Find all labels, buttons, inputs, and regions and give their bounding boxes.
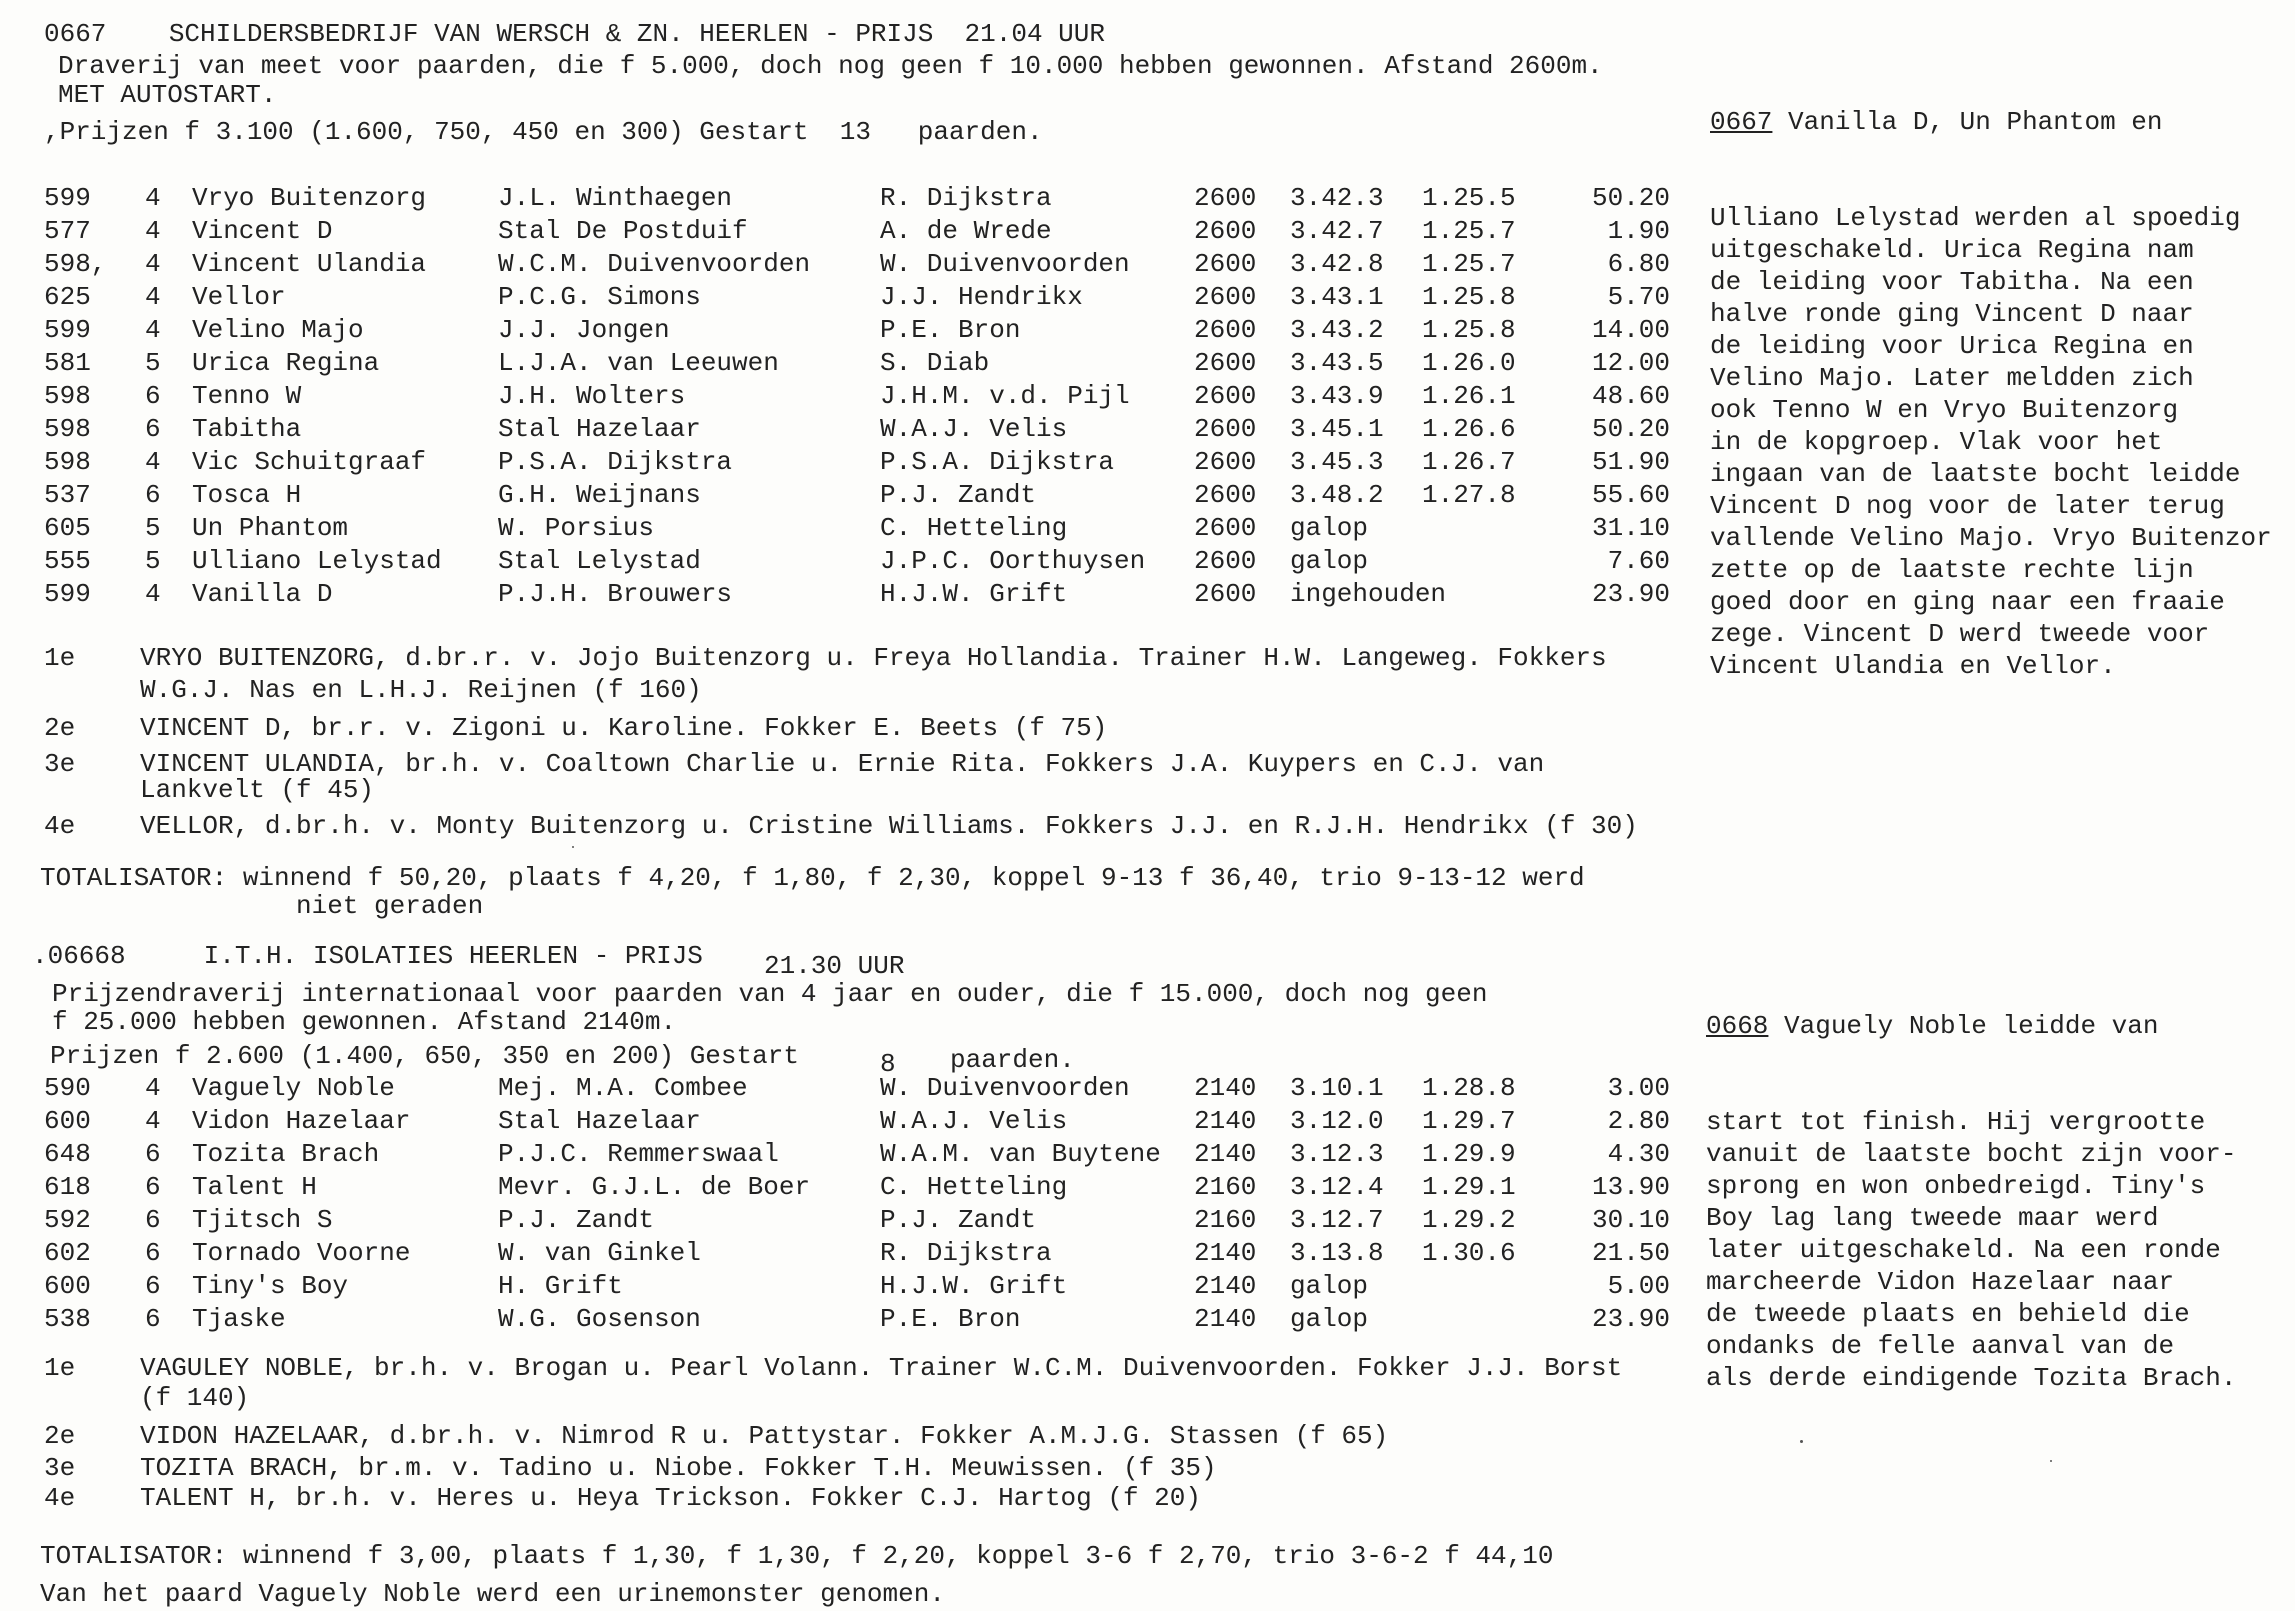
report-line: Vincent D nog voor de later terug	[1710, 491, 2225, 521]
cell-dist: 2600	[1194, 546, 1257, 576]
cell-owner: W. Porsius	[498, 513, 655, 543]
table-row	[0, 314, 1700, 346]
cell-driver: S. Diab	[880, 348, 990, 378]
report-line: Boy lag lang tweede maar werd	[1706, 1203, 2159, 1233]
report-line: later uitgeschakeld. Na een ronde	[1706, 1235, 2221, 1265]
cell-name: Tjitsch S	[192, 1205, 333, 1235]
placing-label: 2e	[44, 713, 76, 743]
placing-label: 2e	[44, 1421, 76, 1451]
placing-text: Lankvelt (f 45)	[140, 775, 375, 805]
cell-driver: P.E. Bron	[880, 315, 1021, 345]
cell-owner: Stal Lelystad	[498, 546, 701, 576]
cell-odds: 4.30	[1607, 1139, 1670, 1169]
cell-time: 3.43.1	[1290, 282, 1384, 312]
cell-age: 6	[145, 1271, 161, 1301]
race1-description-1: Draverij van meet voor paarden, die f 5.000, doch nog geen f 10.000 hebben gewonnen. Afstand 2600m.	[58, 51, 1603, 81]
cell-time: 3.12.4	[1290, 1172, 1384, 1202]
cell-km: 1.29.7	[1422, 1106, 1516, 1136]
cell-name: Vincent D	[192, 216, 333, 246]
table-row	[0, 215, 1700, 247]
cell-owner: L.J.A. van Leeuwen	[498, 348, 779, 378]
cell-dist: 2600	[1194, 282, 1257, 312]
cell-owner: W.G. Gosenson	[498, 1304, 701, 1334]
cell-driver: J.J. Hendrikx	[880, 282, 1083, 312]
cell-time: 3.10.1	[1290, 1073, 1384, 1103]
cell-name: Tjaske	[192, 1304, 286, 1334]
cell-age: 5	[145, 348, 161, 378]
cell-name: Vaguely Noble	[192, 1073, 395, 1103]
table-row	[0, 248, 1700, 280]
cell-km: 1.25.8	[1422, 315, 1516, 345]
cell-odds: 21.50	[1591, 1238, 1670, 1268]
table-row	[0, 347, 1700, 379]
placing-label: 1e	[44, 643, 76, 673]
report-line: halve ronde ging Vincent D naar	[1710, 299, 2194, 329]
cell-odds: 51.90	[1591, 447, 1670, 477]
cell-num: 600	[44, 1106, 91, 1136]
placing-text: VELLOR, d.br.h. v. Monty Buitenzorg u. Cristine Williams. Fokkers J.J. en R.J.H. Hendrikx (f 30)	[140, 811, 1638, 841]
cell-time: galop	[1290, 546, 1369, 576]
cell-km: 1.25.8	[1422, 282, 1516, 312]
cell-odds: 7.60	[1607, 546, 1670, 576]
cell-time: 3.42.8	[1290, 249, 1384, 279]
cell-owner: P.J. Zandt	[498, 1205, 655, 1235]
report-line: zege. Vincent D werd tweede voor	[1710, 619, 2210, 649]
cell-name: Vidon Hazelaar	[192, 1106, 411, 1136]
cell-time: 3.12.7	[1290, 1205, 1384, 1235]
table-row	[0, 182, 1700, 214]
cell-odds: 14.00	[1591, 315, 1670, 345]
cell-dist: 2600	[1194, 249, 1257, 279]
race2-prizes: Prijzen f 2.600 (1.400, 650, 350 en 200) Gestart	[50, 1041, 799, 1071]
cell-owner: J.J. Jongen	[498, 315, 670, 345]
cell-dist: 2140	[1194, 1271, 1257, 1301]
cell-dist: 2600	[1194, 315, 1257, 345]
race1-header: 0667 SCHILDERSBEDRIJF VAN WERSCH & ZN. HEERLEN - PRIJS 21.04 UUR	[44, 19, 1105, 49]
placing-label: 1e	[44, 1353, 76, 1383]
cell-name: Vanilla D	[192, 579, 333, 609]
scan-speck	[572, 846, 574, 848]
table-row	[0, 1270, 1700, 1302]
cell-time: ingehouden	[1290, 579, 1447, 609]
cell-time: 3.45.1	[1290, 414, 1384, 444]
cell-owner: H. Grift	[498, 1271, 623, 1301]
cell-age: 5	[145, 513, 161, 543]
report-line: marcheerde Vidon Hazelaar naar	[1706, 1267, 2175, 1297]
cell-dist: 2600	[1194, 447, 1257, 477]
cell-num: 577	[44, 216, 91, 246]
cell-time: 3.43.5	[1290, 348, 1384, 378]
cell-dist: 2600	[1194, 183, 1257, 213]
cell-age: 4	[145, 1073, 161, 1103]
cell-num: 538	[44, 1304, 91, 1334]
cell-driver: C. Hetteling	[880, 513, 1068, 543]
cell-num: 602	[44, 1238, 91, 1268]
cell-name: Tabitha	[192, 414, 302, 444]
cell-driver: C. Hetteling	[880, 1172, 1068, 1202]
cell-num: 555	[44, 546, 91, 576]
cell-driver: W.A.J. Velis	[880, 414, 1068, 444]
table-row	[0, 578, 1700, 610]
table-row	[0, 1303, 1700, 1335]
report-line: sprong en won onbedreigd. Tiny's	[1706, 1171, 2206, 1201]
race1-report-first-line: Vanilla D, Un Phantom en	[1772, 107, 2163, 137]
cell-age: 4	[145, 1106, 161, 1136]
cell-time: 3.42.3	[1290, 183, 1384, 213]
cell-name: Un Phantom	[192, 513, 349, 543]
cell-driver: H.J.W. Grift	[880, 1271, 1068, 1301]
cell-dist: 2140	[1194, 1238, 1257, 1268]
cell-name: Vic Schuitgraaf	[192, 447, 427, 477]
table-row	[0, 446, 1700, 478]
placing-text: VIDON HAZELAAR, d.br.h. v. Nimrod R u. Pattystar. Fokker A.M.J.G. Stassen (f 65)	[140, 1421, 1389, 1451]
table-row	[0, 545, 1700, 577]
table-row	[0, 1138, 1700, 1170]
cell-odds: 48.60	[1591, 381, 1670, 411]
cell-odds: 1.90	[1607, 216, 1670, 246]
placing-label: 3e	[44, 1453, 76, 1483]
race2-note: Van het paard Vaguely Noble werd een urinemonster genomen.	[40, 1579, 945, 1609]
cell-time: 3.45.3	[1290, 447, 1384, 477]
cell-driver: J.H.M. v.d. Pijl	[880, 381, 1130, 411]
cell-km: 1.26.1	[1422, 381, 1516, 411]
cell-km: 1.30.6	[1422, 1238, 1516, 1268]
cell-owner: Stal Hazelaar	[498, 414, 701, 444]
cell-odds: 50.20	[1591, 183, 1670, 213]
cell-name: Tiny's Boy	[192, 1271, 349, 1301]
cell-num: 581	[44, 348, 91, 378]
race1-prizes: ,Prijzen f 3.100 (1.600, 750, 450 en 300) Gestart 13 paarden.	[44, 117, 1043, 147]
report-line: vallende Velino Majo. Vryo Buitenzor	[1710, 523, 2272, 553]
cell-num: 600	[44, 1271, 91, 1301]
report-line: de leiding voor Tabitha. Na een	[1710, 267, 2194, 297]
cell-name: Vellor	[192, 282, 286, 312]
table-row	[0, 1237, 1700, 1269]
cell-dist: 2160	[1194, 1172, 1257, 1202]
cell-odds: 23.90	[1591, 1304, 1670, 1334]
table-row	[0, 1105, 1700, 1137]
cell-age: 6	[145, 1304, 161, 1334]
report-line: als derde eindigende Tozita Brach.	[1706, 1363, 2237, 1393]
cell-km: 1.25.7	[1422, 216, 1516, 246]
race2-report-first-line: Vaguely Noble leidde van	[1768, 1011, 2159, 1041]
report-line: de tweede plaats en behield die	[1706, 1299, 2190, 1329]
placing-text: VRYO BUITENZORG, d.br.r. v. Jojo Buitenzorg u. Freya Hollandia. Trainer H.W. Langeweg. Fokkers	[140, 643, 1607, 673]
cell-name: Tornado Voorne	[192, 1238, 411, 1268]
cell-driver: R. Dijkstra	[880, 1238, 1052, 1268]
cell-dist: 2600	[1194, 414, 1257, 444]
cell-odds: 12.00	[1591, 348, 1670, 378]
report-line: in de kopgroep. Vlak voor het	[1710, 427, 2163, 457]
placing-text: TALENT H, br.h. v. Heres u. Heya Trickson. Fokker C.J. Hartog (f 20)	[140, 1483, 1201, 1513]
cell-num: 625	[44, 282, 91, 312]
report-line: zette op de laatste rechte lijn	[1710, 555, 2194, 585]
report-line: ook Tenno W en Vryo Buitenzorg	[1710, 395, 2179, 425]
placing-text: (f 140)	[140, 1383, 250, 1413]
cell-age: 4	[145, 249, 161, 279]
report-line: de leiding voor Urica Regina en	[1710, 331, 2194, 361]
report-line: uitgeschakeld. Urica Regina nam	[1710, 235, 2194, 265]
cell-num: 598	[44, 447, 91, 477]
cell-odds: 3.00	[1607, 1073, 1670, 1103]
cell-km: 1.26.6	[1422, 414, 1516, 444]
cell-owner: J.L. Winthaegen	[498, 183, 733, 213]
cell-time: 3.12.0	[1290, 1106, 1384, 1136]
cell-dist: 2160	[1194, 1205, 1257, 1235]
cell-num: 592	[44, 1205, 91, 1235]
cell-dist: 2600	[1194, 579, 1257, 609]
report-line: Velino Majo. Later meldden zich	[1710, 363, 2194, 393]
cell-dist: 2600	[1194, 381, 1257, 411]
race1-description-2: MET AUTOSTART.	[58, 80, 277, 110]
cell-odds: 23.90	[1591, 579, 1670, 609]
table-row	[0, 1072, 1700, 1104]
cell-owner: P.S.A. Dijkstra	[498, 447, 733, 477]
cell-dist: 2600	[1194, 513, 1257, 543]
cell-odds: 31.10	[1591, 513, 1670, 543]
table-row	[0, 1171, 1700, 1203]
cell-name: Vincent Ulandia	[192, 249, 427, 279]
race2-description-1: Prijzendraverij internationaal voor paarden van 4 jaar en ouder, die f 15.000, doch nog geen	[52, 979, 1488, 1009]
cell-owner: Stal Hazelaar	[498, 1106, 701, 1136]
cell-odds: 13.90	[1591, 1172, 1670, 1202]
cell-num: 599	[44, 183, 91, 213]
cell-km: 1.25.5	[1422, 183, 1516, 213]
cell-owner: G.H. Weijnans	[498, 480, 701, 510]
cell-name: Tenno W	[192, 381, 302, 411]
cell-time: 3.43.9	[1290, 381, 1384, 411]
race1-report-code: 0667	[1710, 107, 1773, 137]
cell-time: 3.43.2	[1290, 315, 1384, 345]
cell-name: Ulliano Lelystad	[192, 546, 442, 576]
cell-age: 5	[145, 546, 161, 576]
cell-time: galop	[1290, 513, 1369, 543]
cell-age: 4	[145, 315, 161, 345]
cell-owner: Mej. M.A. Combee	[498, 1073, 748, 1103]
race2-description-2: f 25.000 hebben gewonnen. Afstand 2140m.	[52, 1007, 677, 1037]
cell-age: 4	[145, 447, 161, 477]
cell-driver: W.A.J. Velis	[880, 1106, 1068, 1136]
cell-num: 599	[44, 315, 91, 345]
cell-odds: 55.60	[1591, 480, 1670, 510]
table-row	[0, 413, 1700, 445]
cell-num: 598	[44, 414, 91, 444]
report-line: goed door en ging naar een fraaie	[1710, 587, 2225, 617]
cell-odds: 5.00	[1607, 1271, 1670, 1301]
cell-odds: 2.80	[1607, 1106, 1670, 1136]
cell-age: 6	[145, 480, 161, 510]
cell-odds: 50.20	[1591, 414, 1670, 444]
cell-time: 3.12.3	[1290, 1139, 1384, 1169]
cell-age: 6	[145, 1205, 161, 1235]
race2-prizes-unit: paarden.	[950, 1045, 1075, 1075]
table-row	[0, 1204, 1700, 1236]
placing-text: TOZITA BRACH, br.m. v. Tadino u. Niobe. Fokker T.H. Meuwissen. (f 35)	[140, 1453, 1217, 1483]
cell-odds: 5.70	[1607, 282, 1670, 312]
race2-totalisator: TOTALISATOR: winnend f 3,00, plaats f 1,30, f 1,30, f 2,20, koppel 3-6 f 2,70, trio 3-6-2 f 44,10	[40, 1541, 1554, 1571]
cell-owner: W.C.M. Duivenvoorden	[498, 249, 811, 279]
cell-km: 1.25.7	[1422, 249, 1516, 279]
cell-owner: P.J.C. Remmerswaal	[498, 1139, 779, 1169]
cell-km: 1.26.7	[1422, 447, 1516, 477]
placing-text: VINCENT ULANDIA, br.h. v. Coaltown Charlie u. Ernie Rita. Fokkers J.A. Kuypers en C.J. van	[140, 749, 1545, 779]
cell-time: galop	[1290, 1304, 1369, 1334]
cell-name: Velino Majo	[192, 315, 364, 345]
table-row	[0, 380, 1700, 412]
cell-num: 590	[44, 1073, 91, 1103]
cell-num: 598	[44, 381, 91, 411]
race2-report-code: 0668	[1706, 1011, 1769, 1041]
race2-started-count: 8	[880, 1049, 896, 1079]
cell-dist: 2140	[1194, 1106, 1257, 1136]
cell-driver: W. Duivenvoorden	[880, 1073, 1130, 1103]
cell-age: 6	[145, 1238, 161, 1268]
cell-driver: P.S.A. Dijkstra	[880, 447, 1115, 477]
placing-label: 4e	[44, 1483, 76, 1513]
table-row	[0, 281, 1700, 313]
table-row	[0, 512, 1700, 544]
cell-owner: P.C.G. Simons	[498, 282, 701, 312]
cell-km: 1.27.8	[1422, 480, 1516, 510]
cell-time: 3.13.8	[1290, 1238, 1384, 1268]
report-line: Ulliano Lelystad werden al spoedig	[1710, 203, 2241, 233]
cell-owner: J.H. Wolters	[498, 381, 686, 411]
cell-num: 537	[44, 480, 91, 510]
cell-age: 6	[145, 1139, 161, 1169]
table-row	[0, 479, 1700, 511]
cell-odds: 6.80	[1607, 249, 1670, 279]
cell-driver: W.A.M. van Buytene	[880, 1139, 1161, 1169]
cell-dist: 2140	[1194, 1073, 1257, 1103]
cell-owner: Stal De Postduif	[498, 216, 748, 246]
cell-age: 4	[145, 216, 161, 246]
cell-driver: P.J. Zandt	[880, 480, 1037, 510]
cell-age: 4	[145, 579, 161, 609]
cell-num: 605	[44, 513, 91, 543]
cell-driver: J.P.C. Oorthuysen	[880, 546, 1146, 576]
cell-num: 618	[44, 1172, 91, 1202]
cell-dist: 2600	[1194, 480, 1257, 510]
cell-name: Talent H	[192, 1172, 317, 1202]
cell-km: 1.29.9	[1422, 1139, 1516, 1169]
cell-num: 648	[44, 1139, 91, 1169]
cell-odds: 30.10	[1591, 1205, 1670, 1235]
cell-dist: 2140	[1194, 1304, 1257, 1334]
report-line: Vincent Ulandia en Vellor.	[1710, 651, 2116, 681]
cell-driver: A. de Wrede	[880, 216, 1052, 246]
placing-text: VINCENT D, br.r. v. Zigoni u. Karoline. Fokker E. Beets (f 75)	[140, 713, 1108, 743]
cell-owner: P.J.H. Brouwers	[498, 579, 733, 609]
cell-name: Urica Regina	[192, 348, 380, 378]
report-line: vanuit de laatste bocht zijn voor-	[1706, 1139, 2237, 1169]
placing-label: 4e	[44, 811, 76, 841]
report-line: start tot finish. Hij vergrootte	[1706, 1107, 2206, 1137]
cell-km: 1.26.0	[1422, 348, 1516, 378]
placing-text: W.G.J. Nas en L.H.J. Reijnen (f 160)	[140, 675, 702, 705]
report-line: ingaan van de laatste bocht leidde	[1710, 459, 2241, 489]
race1-totalisator: TOTALISATOR: winnend f 50,20, plaats f 4,20, f 1,80, f 2,30, koppel 9-13 f 36,40, trio 9-13-12 werd	[40, 863, 1585, 893]
cell-time: 3.42.7	[1290, 216, 1384, 246]
cell-driver: H.J.W. Grift	[880, 579, 1068, 609]
cell-age: 4	[145, 183, 161, 213]
cell-name: Tosca H	[192, 480, 302, 510]
cell-dist: 2600	[1194, 348, 1257, 378]
cell-num: 598,	[44, 249, 107, 279]
cell-age: 6	[145, 1172, 161, 1202]
cell-dist: 2140	[1194, 1139, 1257, 1169]
cell-age: 6	[145, 381, 161, 411]
cell-name: Vryo Buitenzorg	[192, 183, 427, 213]
placing-text: VAGULEY NOBLE, br.h. v. Brogan u. Pearl Volann. Trainer W.C.M. Duivenvoorden. Fokker J.J. Borst	[140, 1353, 1623, 1383]
cell-km: 1.29.1	[1422, 1172, 1516, 1202]
report-line: ondanks de felle aanval van de	[1706, 1331, 2175, 1361]
cell-age: 4	[145, 282, 161, 312]
cell-driver: R. Dijkstra	[880, 183, 1052, 213]
cell-driver: P.E. Bron	[880, 1304, 1021, 1334]
race2-header: .06668 I.T.H. ISOLATIES HEERLEN - PRIJS	[32, 941, 703, 971]
scan-speck	[2050, 1460, 2052, 1462]
cell-time: 3.48.2	[1290, 480, 1384, 510]
race1-report	[1710, 42, 2272, 714]
race1-totalisator-cont: niet geraden	[296, 891, 484, 921]
scan-speck	[1800, 1440, 1803, 1443]
cell-owner: Mevr. G.J.L. de Boer	[498, 1172, 811, 1202]
cell-num: 599	[44, 579, 91, 609]
race2-header-time: 21.30 UUR	[764, 951, 905, 981]
cell-dist: 2600	[1194, 216, 1257, 246]
placing-label: 3e	[44, 749, 76, 779]
cell-time: galop	[1290, 1271, 1369, 1301]
race2-report	[1706, 946, 2237, 1426]
cell-owner: W. van Ginkel	[498, 1238, 701, 1268]
cell-driver: W. Duivenvoorden	[880, 249, 1130, 279]
cell-driver: P.J. Zandt	[880, 1205, 1037, 1235]
cell-name: Tozita Brach	[192, 1139, 380, 1169]
cell-age: 6	[145, 414, 161, 444]
cell-km: 1.29.2	[1422, 1205, 1516, 1235]
cell-km: 1.28.8	[1422, 1073, 1516, 1103]
